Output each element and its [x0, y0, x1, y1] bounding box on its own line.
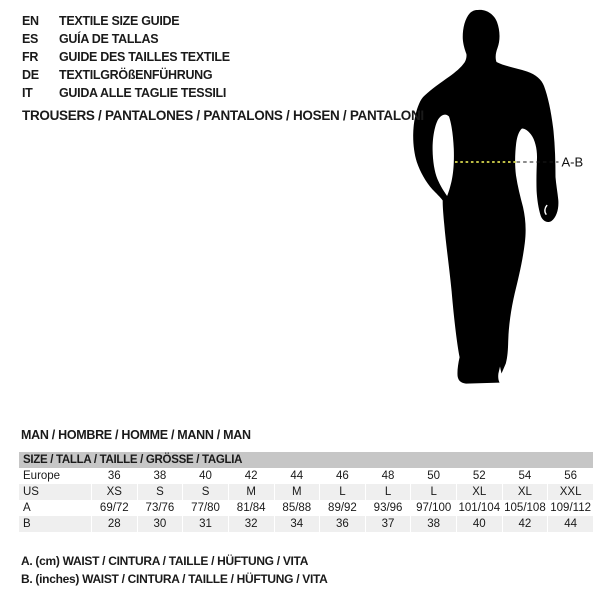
size-cell: 73/76	[145, 502, 175, 514]
size-cell: 89/92	[328, 502, 357, 514]
size-cell: 42	[503, 516, 548, 532]
size-cell: XXL	[548, 484, 593, 500]
size-cell: 54	[518, 470, 532, 482]
size-cell: 101/104	[458, 502, 501, 514]
language-row	[22, 66, 230, 84]
size-cell: L	[411, 484, 456, 500]
gender-title: MAN / HOMBRE / HOMME / MANN / MAN	[21, 428, 251, 442]
row-label: US	[19, 484, 91, 500]
size-cell: 36	[320, 516, 365, 532]
size-cell: 109/112	[550, 502, 591, 514]
language-code: EN	[22, 14, 39, 28]
language-row	[22, 84, 230, 102]
size-cell: S	[183, 484, 228, 500]
size-cell: 38	[411, 516, 456, 532]
size-cell: 48	[381, 470, 395, 482]
size-cell: L	[366, 484, 411, 500]
size-cell: 42	[244, 470, 258, 482]
size-cell: 56	[564, 470, 578, 482]
size-cell: 40	[457, 516, 502, 532]
language-label: TEXTILGRÖßENFÜHRUNG	[59, 68, 213, 82]
size-cell: 77/80	[191, 502, 220, 514]
footnote-b: B. (inches) WAIST / CINTURA / TAILLE / HÜFTUNG / VITA	[21, 572, 328, 586]
man-silhouette	[413, 10, 558, 384]
language-label: GUÍA DE TALLAS	[59, 32, 159, 46]
language-label: GUIDE DES TAILLES TEXTILE	[59, 50, 230, 64]
size-cell: M	[229, 484, 274, 500]
size-table-header-row	[19, 452, 593, 468]
size-cell: 44	[548, 516, 593, 532]
size-table-header: SIZE / TALLA / TAILLE / GRÖSSE / TAGLIA	[19, 452, 593, 468]
size-cell: XS	[92, 484, 137, 500]
size-cell: 50	[427, 470, 441, 482]
size-cell: M	[275, 484, 320, 500]
size-cell: 40	[199, 470, 212, 482]
size-cell: 34	[275, 516, 320, 532]
language-list	[22, 12, 230, 102]
language-row	[22, 48, 230, 66]
language-row	[22, 30, 230, 48]
row-label: Europe	[23, 470, 61, 482]
size-cell: S	[138, 484, 183, 500]
size-cell: 69/72	[99, 502, 129, 514]
measure-label: A-B	[561, 154, 584, 170]
language-code: DE	[22, 68, 39, 82]
category-title: TROUSERS / PANTALONES / PANTALONS / HOSEN / PANTALONI	[22, 108, 424, 123]
size-cell: 81/84	[236, 502, 266, 514]
size-cell: 85/88	[282, 502, 312, 514]
footnotes	[21, 552, 328, 588]
size-cell: XL	[457, 484, 502, 500]
row-label: A	[23, 502, 31, 514]
size-cell: 36	[107, 470, 121, 482]
language-code: FR	[22, 50, 39, 64]
size-table	[18, 452, 594, 532]
language-row	[22, 12, 230, 30]
size-cell: 30	[138, 516, 183, 532]
language-code: IT	[22, 86, 33, 100]
language-label: TEXTILE SIZE GUIDE	[59, 14, 180, 28]
table-row-us	[19, 484, 593, 500]
table-row-europe	[19, 468, 593, 484]
size-cell: 52	[472, 470, 486, 482]
size-cell: XL	[503, 484, 548, 500]
size-cell: 93/96	[373, 502, 403, 514]
size-cell: 31	[183, 516, 228, 532]
size-cell: 38	[153, 470, 167, 482]
size-cell: 28	[92, 516, 137, 532]
size-cell: 46	[336, 470, 349, 482]
size-cell: 44	[290, 470, 304, 482]
table-row-b-inches	[19, 516, 593, 532]
size-cell: 32	[229, 516, 274, 532]
language-code: ES	[22, 32, 39, 46]
row-label: B	[19, 516, 91, 532]
footnote-a: A. (cm) WAIST / CINTURA / TAILLE / HÜFTUNG / VITA	[21, 554, 309, 568]
size-cell: L	[320, 484, 365, 500]
size-cell: 97/100	[416, 502, 452, 514]
size-cell: 37	[366, 516, 411, 532]
language-label: GUIDA ALLE TAGLIE TESSILI	[59, 86, 227, 100]
size-cell: 105/108	[504, 502, 546, 514]
table-row-a-cm	[19, 500, 593, 516]
